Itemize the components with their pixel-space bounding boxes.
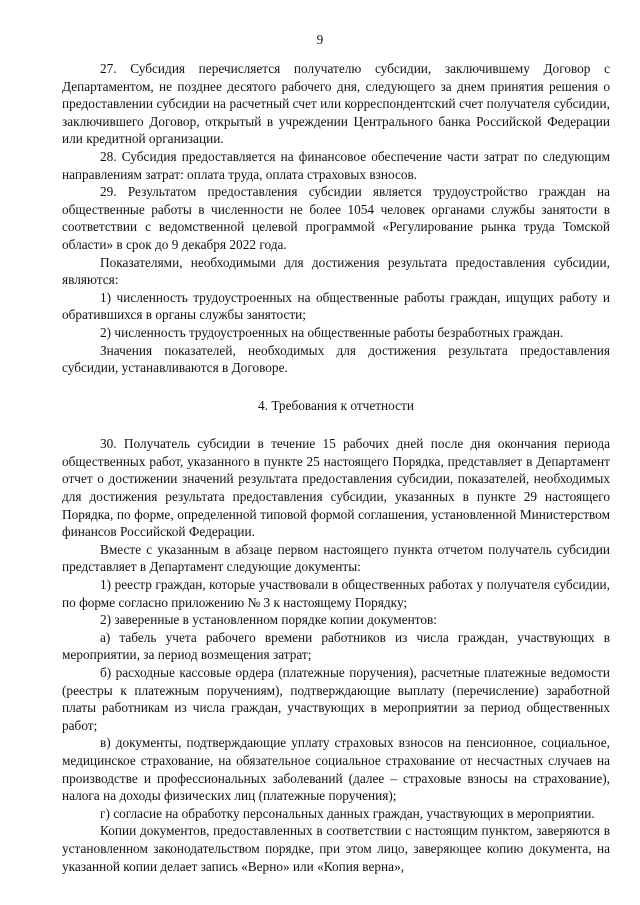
paragraph-indicators-intro: Показателями, необходимыми для достижения результата предоставления субсидии, являются: xyxy=(62,254,610,288)
indicator-item-1: 1) численность трудоустроенных на общественные работы граждан, ищущих работу и обратившихся в органы службы занятости; xyxy=(62,289,610,323)
document-subitem-v: в) документы, подтверждающие уплату страховых взносов на пенсионное, социальное, медицинское страхование, на обязательное социальное страхование от несчастных случаев на производстве и профессиональных заболеваний (далее – страховые взносы на страхование), налога на доходы физических лиц (платежные поручения); xyxy=(62,735,610,804)
paragraph-27: 27. Субсидия перечисляется получателю субсидии, заключившему Договор с Департаментом, не позднее десятого рабочего дня, следующего за днем принятия решения о предоставлении субсидии на расчетный счет или корреспондентский счет получателя субсидии, заключившего Договор, открытый в учреждении Центрального банка Российской Федерации или кредитной организации. xyxy=(62,61,610,147)
paragraph-documents-intro: Вместе с указанным в абзаце первом настоящего пункта отчетом получатель субсидии представляет в Департамент следующие документы: xyxy=(62,541,610,575)
document-subitem-b: б) расходные кассовые ордера (платежные поручения), расчетные платежные ведомости (реестры к платежным поручениям), подтверждающие выплату (перечисление) заработной платы работникам из числа граждан, участвующих в мероприятии за период общественных работ; xyxy=(62,665,610,733)
document-body xyxy=(62,60,610,875)
paragraph-indicator-values: Значения показателей, необходимых для достижения результата предоставления субсидии, устанавливаются в Договоре. xyxy=(62,342,610,376)
document-subitem-g: г) согласие на обработку персональных данных граждан, участвующих в мероприятии. xyxy=(100,805,595,821)
section-heading: 4. Требования к отчетности xyxy=(258,397,414,413)
document-item-1: 1) реестр граждан, которые участвовали в общественных работах у получателя субсидии, по форме согласно приложению № 3 к настоящему Порядку; xyxy=(62,577,610,610)
document-subitem-a: а) табель учета рабочего времени работников из числа граждан, участвующих в мероприятии, за период возмещения затрат; xyxy=(62,629,610,663)
paragraph-28: 28. Субсидия предоставляется на финансовое обеспечение части затрат по следующим направлениям затрат: оплата труда, оплата страховых взносов. xyxy=(62,148,610,182)
indicator-item-2: 2) численность трудоустроенных на общественные работы безработных граждан. xyxy=(100,324,564,340)
paragraph-29: 29. Результатом предоставления субсидии является трудоустройство граждан на общественные работы в численности не более 1054 человек органами службы занятости в соответствии с ведомственной целевой программой «Регулирование рынка труда Томской области» в срок до 9 декабря 2022 года. xyxy=(62,184,610,252)
document-item-2: 2) заверенные в установленном порядке копии документов: xyxy=(100,612,437,628)
paragraph-30: 30. Получатель субсидии в течение 15 рабочих дней после дня окончания периода общественных работ, указанного в пункте 25 настоящего Порядка, представляет в Департамент отчет о достижении значений результата предоставления субсидии, показателей, необходимых для достижения результата предоставления субсидии, указанных в пункте 29 настоящего Порядка, по форме, определенной типовой формой соглашения, установленной Министерством финансов Российской Федерации. xyxy=(62,436,610,540)
paragraph-copies-certification: Копии документов, предоставленных в соответствии с настоящим пунктом, заверяются в установленном законодательством порядке, при этом лицо, заверяющее копию документа, на указанной копии делает запись «Верно» или «Копия верна», xyxy=(62,823,610,874)
page-number: 9 xyxy=(316,32,324,47)
